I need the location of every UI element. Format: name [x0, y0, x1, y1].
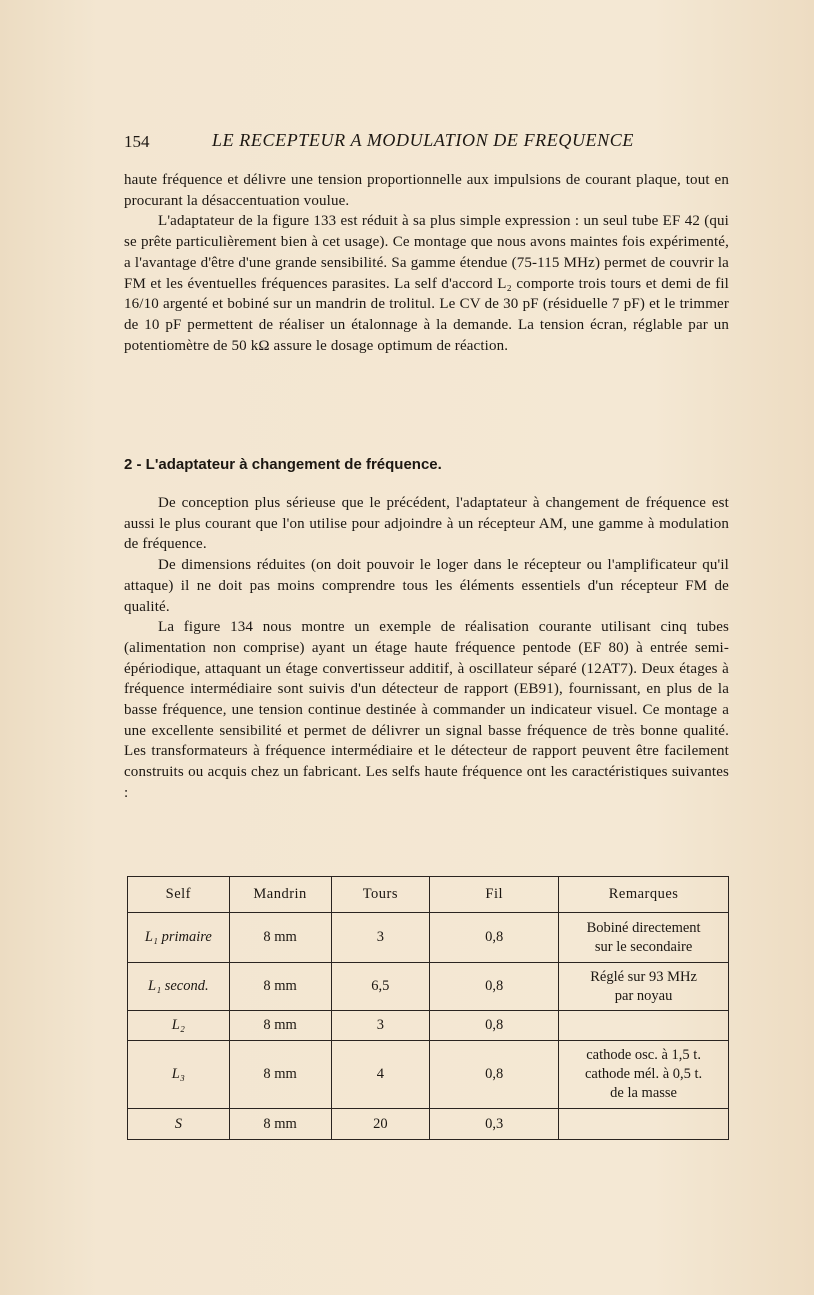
remark-line: cathode osc. à 1,5 t. [586, 1047, 701, 1063]
column-header: Self [128, 877, 230, 913]
section-title: 2 - L'adaptateur à changement de fréquence. [124, 456, 442, 473]
cell-tours: 3 [331, 913, 430, 963]
cell-self: L₃ [128, 1041, 230, 1109]
remark-line: Bobiné directement [586, 919, 701, 936]
column-header: Remarques [559, 877, 729, 913]
table-row [128, 1109, 729, 1140]
table-header-row [128, 877, 729, 913]
cell-remarques [559, 1041, 729, 1109]
cell-fil: 0,8 [430, 913, 559, 963]
remark-line: cathode mél. à 0,5 t. [585, 1066, 703, 1082]
cell-remarques [559, 963, 729, 1011]
cell-remarques [559, 1109, 729, 1140]
column-header: Mandrin [229, 877, 331, 913]
cell-mandrin: 8 mm [229, 1109, 331, 1140]
remark-line: sur le secondaire [594, 938, 693, 955]
paragraph: haute fréquence et délivre une tension proportionnelle aux impulsions de courant plaque, tout en procurant la désaccentuation voulue. [124, 172, 729, 209]
body-text-section [124, 493, 729, 804]
table-row [128, 913, 729, 963]
running-title: LE RECEPTEUR A MODULATION DE FREQUENCE [212, 130, 634, 150]
cell-fil: 0,8 [430, 963, 559, 1011]
cell-fil: 0,8 [430, 1011, 559, 1041]
column-header: Fil [430, 877, 559, 913]
paragraph: La figure 134 nous montre un exemple de réalisation courante utilisant cinq tubes (alimentation non comprise) ayant un étage haute fréquence pentode (EF 80) à entrée semi-épériodique, attaquant un étage convertisseur additif, à oscillateur séparé (12AT7). Deux étages à fréquence intermédiaire sont suivis d'un détecteur de rapport (EB91), fournissant, en plus de la basse fréquence, une tension continue destinée à commander un indicateur visuel. Ce montage a une excellente sensibilité et permet de délivrer un signal basse fréquence de très bonne qualité. Les transformateurs à fréquence intermédiaire et le détecteur de rapport peuvent être facilement construits ou acquis chez un fabricant. Les selfs haute fréquence ont les caractéristiques suivantes : [124, 619, 729, 801]
cell-mandrin: 8 mm [229, 1011, 331, 1041]
paragraph: De dimensions réduites (on doit pouvoir le loger dans le récepteur ou l'amplificateur qu'il attaque) il ne doit pas moins comprendre tous les éléments essentiels d'un récepteur FM de qualité. [124, 557, 729, 615]
cell-self: L₁ second. [128, 963, 230, 1011]
cell-self: L₂ [128, 1011, 230, 1041]
page-header [124, 128, 734, 158]
cell-self: L₁ primaire [128, 913, 230, 963]
cell-fil: 0,8 [430, 1041, 559, 1109]
cell-tours: 3 [331, 1011, 430, 1041]
body-text-top [124, 170, 729, 356]
cell-mandrin: 8 mm [229, 1041, 331, 1109]
paragraph: L'adaptateur de la figure 133 est réduit à sa plus simple expression : un seul tube EF 42 (qui se prête particulièrement bien à cet usage). Ce montage que nous avons maintes fois expérimenté, a l'avantage d'être d'une grande sensibilité. Sa gamme étendue (75-115 MHz) permet de couvrir la FM et les éventuelles fréquences parasites. La self d'accord L₂ comporte trois tours et demi de fil 16/10 argenté et bobiné sur un mandrin de trolitul. Le CV de 30 pF (résiduelle 7 pF) et le trimmer de 10 pF permettent de réaliser un étalonnage à la demande. La tension écran, réglable par un potentiomètre de 50 kΩ assure le dosage optimum de réaction. [124, 213, 729, 354]
paragraph: De conception plus sérieuse que le précédent, l'adaptateur à changement de fréquence est aussi le plus courant que l'on utilise pour adjoindre à un récepteur AM, une gamme à modulation de fréquence. [124, 495, 729, 553]
table-row [128, 963, 729, 1011]
remark-line: Réglé sur 93 MHz [590, 968, 697, 985]
cell-remarques [559, 913, 729, 963]
self-characteristics-table [127, 876, 729, 1140]
table-row [128, 1041, 729, 1109]
remark-line: de la masse [610, 1085, 677, 1101]
table-row [128, 1011, 729, 1041]
remark-line: par noyau [614, 987, 673, 1004]
cell-self: S [128, 1109, 230, 1140]
cell-mandrin: 8 mm [229, 963, 331, 1011]
page-number: 154 [124, 132, 150, 151]
cell-tours: 4 [331, 1041, 430, 1109]
column-header: Tours [331, 877, 430, 913]
cell-remarques [559, 1011, 729, 1041]
cell-tours: 20 [331, 1109, 430, 1140]
cell-fil: 0,3 [430, 1109, 559, 1140]
cell-mandrin: 8 mm [229, 913, 331, 963]
cell-tours: 6,5 [331, 963, 430, 1011]
